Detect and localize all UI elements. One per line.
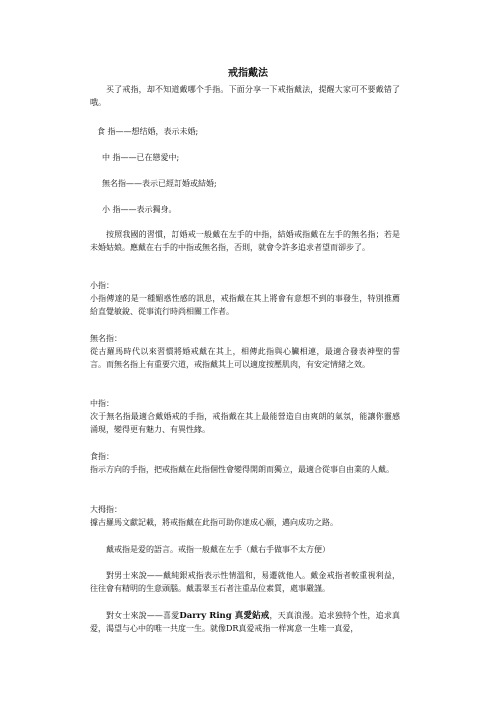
section-heading-little: 小指： <box>90 281 114 290</box>
section-body-middle: 次于無名指最適合戴婚戒的手指，戒指戴在其上最能營造自由爽朗的氣氛，能讓你靈感涌現，變得更有魅力、有異性緣。 <box>90 412 400 434</box>
section-heading-index: 食指： <box>90 452 114 461</box>
section-body-ring: 從古羅馬時代以來習慣將婚戒戴在其上，相傳此指與心臟相連，最適合發表神聖的誓言。而無名指上有重要穴道，戒指戴其上可以適度按壓肌肉，有安定情緒之效。 <box>90 347 400 369</box>
finger-line-little: 小 指——表示獨身。 <box>102 205 177 214</box>
section-heading-thumb: 大拇指： <box>90 505 122 514</box>
section-body-index: 指示方向的手指，把戒指戴在此指個性會變得開朗而獨立，最適合從事自由業的人戴。 <box>90 465 394 474</box>
intro-paragraph: 买了戒指，却不知道戴哪个手指。下面分享一下戒指戴法，提醒大家可不要戴错了哦。 <box>90 85 400 107</box>
document-title: 戒指戴法 <box>228 68 268 79</box>
women-prefix: 對女士來說——喜愛 <box>106 611 180 620</box>
finger-line-middle: 中 指——已在戀愛中; <box>102 153 180 162</box>
women-paragraph <box>90 610 400 635</box>
finger-line-index: 食 指——想结婚，表示未婚; <box>97 127 199 136</box>
finger-line-ring: 無名指——表示已經訂婚或結婚; <box>102 179 217 188</box>
men-paragraph: 對男士來說——戴純銀戒指表示性情溫和，易遷就他人。戴金戒指者較重視利益，往往會有精明的生意頭腦。戴翡翠玉石者注重品位素質，處事嚴謹。 <box>90 571 400 593</box>
women-suffix: ，天真浪漫。追求独特个性，追求真爱，渴望与心中的唯一共度一生。就像DR真爱戒指一样寓意一生唯一真爱， <box>90 611 401 633</box>
love-language-paragraph: 戴戒指是爱的語言。戒指一般戴在左手（戴右手做事不太方便） <box>106 545 330 554</box>
section-heading-ring: 無名指： <box>90 334 122 343</box>
section-heading-middle: 中指： <box>90 399 114 408</box>
section-body-little: 小指傳達的是一種媚惑性感的訊息，戒指戴在其上將會有意想不到的事發生，特別推薦給直覺敏銳、從事流行時尚相關工作者。 <box>90 294 400 316</box>
section-body-thumb: 據古羅馬文獻記載，將戒指戴在此指可助你達成心願，邁向成功之路。 <box>90 518 338 527</box>
custom-paragraph: 按照我國的習慣，訂婚戒一般戴在左手的中指，結婚戒指戴在左手的無名指；若是未婚姑娘。應戴在右手的中指或無名指，否則，就會令許多追求者望而卻步了。 <box>90 230 400 252</box>
darry-ring-brand: Darry Ring 真愛鉆戒 <box>179 611 270 621</box>
